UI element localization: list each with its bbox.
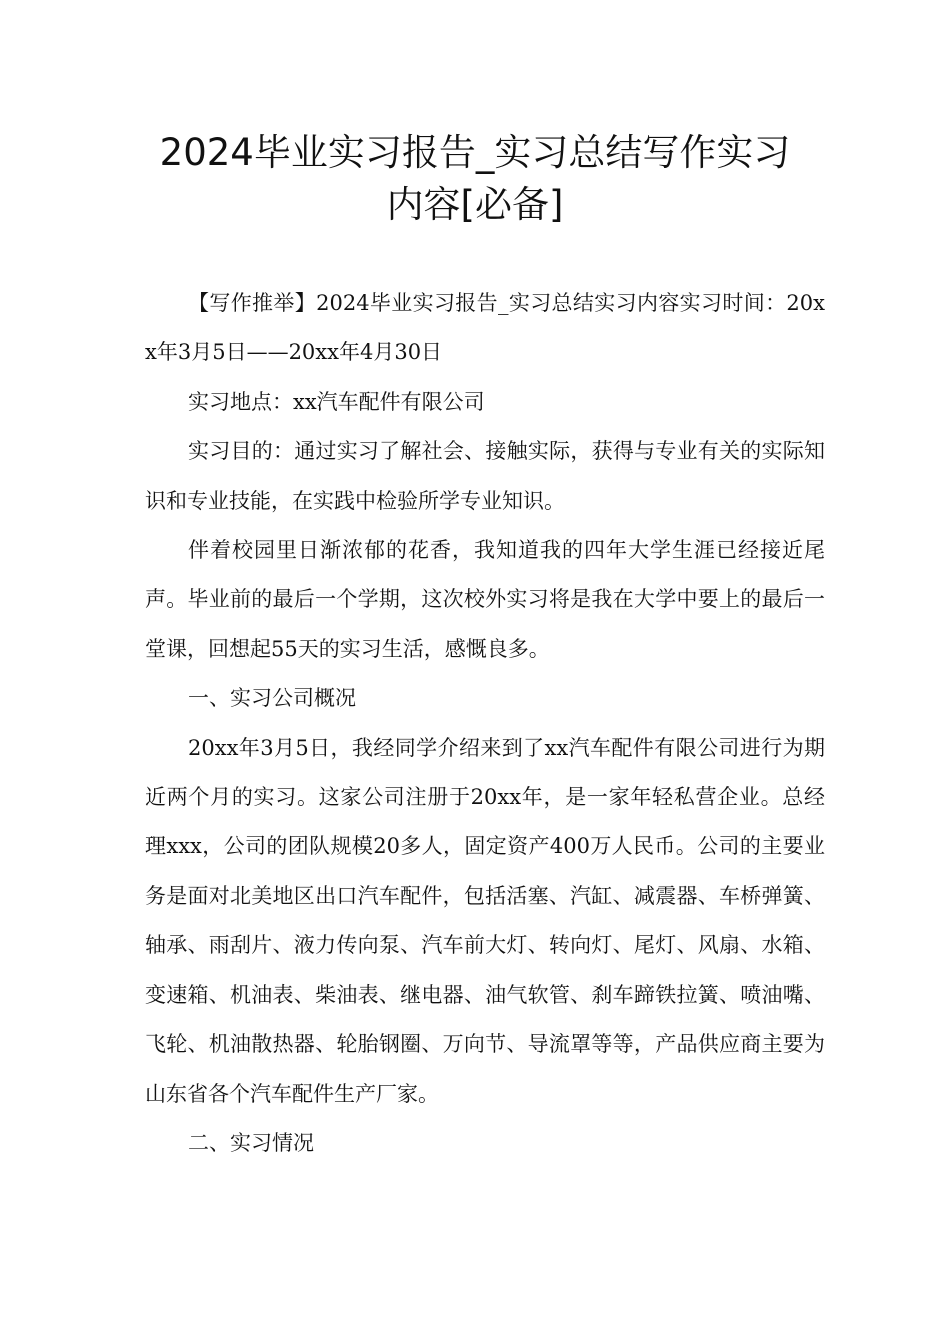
title-line-2: 内容[必备] — [386, 183, 564, 226]
section-heading-company: 一、实习公司概况 — [188, 686, 356, 711]
paragraph-purpose: 实习目的：通过实习了解社会、接触实际，获得与专业有关的实际知识和专业技能，在实践中检验所学专业知识。 — [145, 439, 825, 513]
paragraph-company: 20xx年3月5日，我经同学介绍来到了xx汽车配件有限公司进行为期近两个月的实习。这家公司注册于20xx年，是一家年轻私营企业。总经理xxx，公司的团队规模20多人，固定资产400万人民币。公司的主要业务是面对北美地区出口汽车配件，包括活塞、汽缸、减震器、车桥弹簧、轴承、雨刮片、液力传向泵、汽车前大灯、转向灯、尾灯、风扇、水箱、变速箱、机油表、柴油表、继电器、油气软管、刹车蹄铁拉簧、喷油嘴、飞轮、机油散热器、轮胎钢圈、万向节、导流罩等等，产品供应商主要为山东省各个汽车配件生产厂家。 — [145, 735, 825, 1106]
document-title — [100, 127, 850, 231]
paragraph-recommendation: 【写作推举】2024毕业实习报告_实习总结实习内容实习时间：20xx年3月5日——20xx年4月30日 — [145, 291, 825, 365]
paragraph-intro: 伴着校园里日渐浓郁的花香，我知道我的四年大学生涯已经接近尾声。毕业前的最后一个学期，这次校外实习将是我在大学中要上的最后一堂课，回想起55天的实习生活，感慨良多。 — [145, 538, 825, 661]
section-heading-internship: 二、实习情况 — [188, 1130, 314, 1155]
title-line-1: 2024毕业实习报告_实习总结写作实习 — [159, 131, 791, 174]
document-body — [145, 279, 825, 1168]
paragraph-location: 实习地点：xx汽车配件有限公司 — [188, 389, 485, 414]
